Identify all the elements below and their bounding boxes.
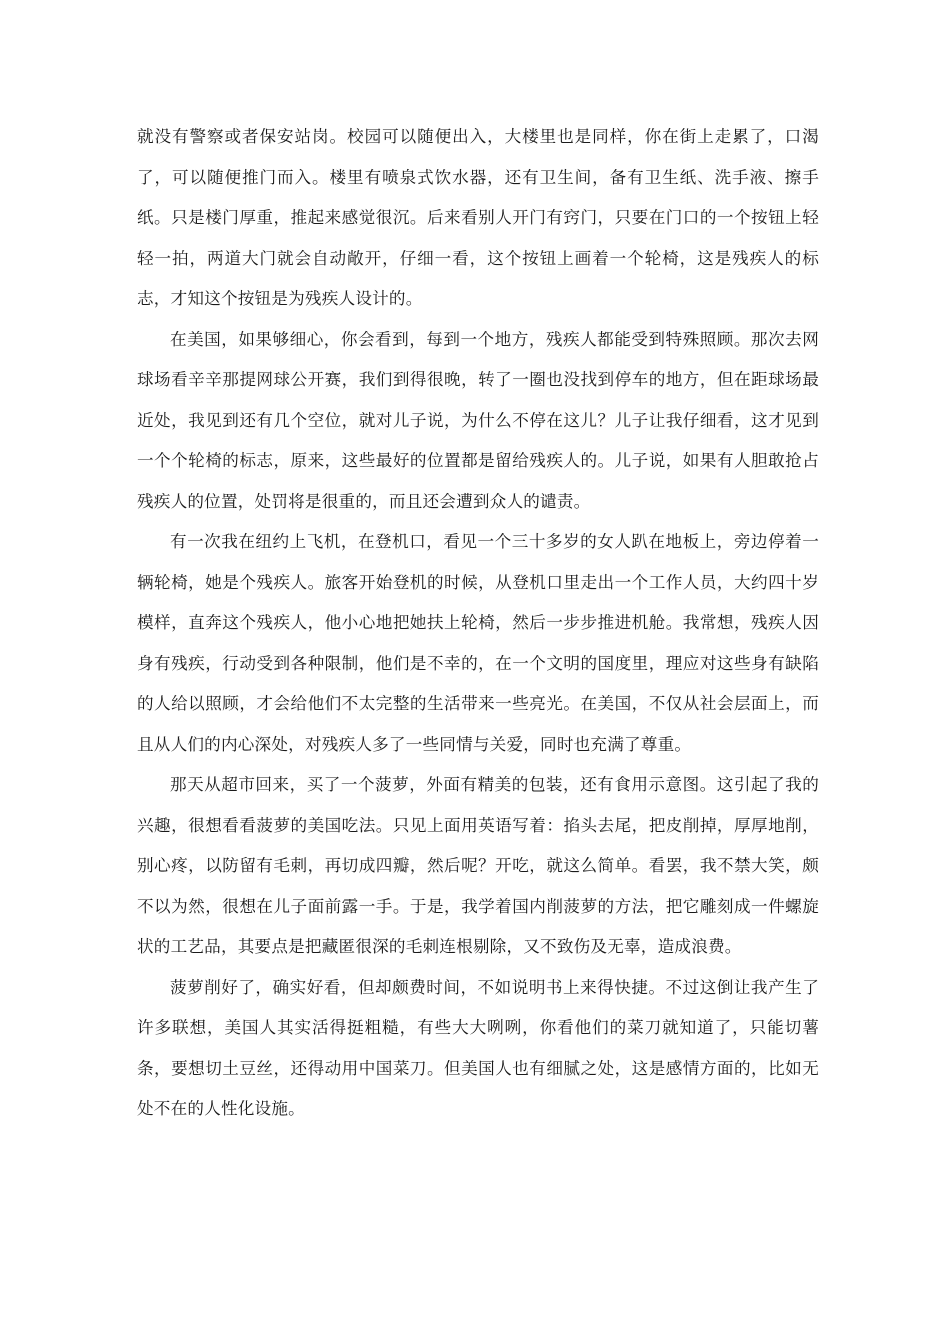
paragraph-1: 就没有警察或者保安站岗。校园可以随便出入，大楼里也是同样，你在街上走累了，口渴了，可以随便推门而入。楼里有喷泉式饮水器，还有卫生间，备有卫生纸、洗手液、擦手纸。只是楼门厚重，推起来感觉很沉。后来看别人开门有窍门，只要在门口的一个按钮上轻轻一拍，两道大门就会自动敞开，仔细一看，这个按钮上画着一个轮椅，这是残疾人的标志，才知这个按钮是为残疾人设计的。	[137, 127, 819, 308]
paragraph-3: 有一次我在纽约上飞机，在登机口，看见一个三十多岁的女人趴在地板上，旁边停着一辆轮椅，她是个残疾人。旅客开始登机的时候，从登机口里走出一个工作人员，大约四十岁模样，直奔这个残疾人，他小心地把她扶上轮椅，然后一步步推进机舱。我常想，残疾人因身有残疾，行动受到各种限制，他们是不幸的，在一个文明的国度里，理应对这些身有缺陷的人给以照顾，才会给他们不太完整的生活带来一些亮光。在美国，不仅从社会层面上，而且从人们的内心深处，对残疾人多了一些同情与关爱，同时也充满了尊重。	[137, 532, 819, 754]
paragraph-4: 那天从超市回来，买了一个菠萝，外面有精美的包装，还有食用示意图。这引起了我的兴趣，很想看看菠萝的美国吃法。只见上面用英语写着：掐头去尾，把皮削掉，厚厚地削，别心疼，以防留有毛刺，再切成四瓣，然后呢？开吃，就这么简单。看罢，我不禁大笑，颇不以为然，很想在儿子面前露一手。于是，我学着国内削菠萝的方法，把它雕刻成一件螺旋状的工艺品，其要点是把藏匿很深的毛刺连根剔除，又不致伤及无辜，造成浪费。	[137, 775, 819, 956]
document-body	[137, 117, 819, 1130]
paragraph-5: 菠萝削好了，确实好看，但却颇费时间，不如说明书上来得快捷。不过这倒让我产生了许多联想，美国人其实活得挺粗糙，有些大大咧咧，你看他们的菜刀就知道了，只能切薯条，要想切土豆丝，还得动用中国菜刀。但美国人也有细腻之处，这是感情方面的，比如无处不在的人性化设施。	[137, 977, 819, 1118]
paragraph-2: 在美国，如果够细心，你会看到，每到一个地方，残疾人都能受到特殊照顾。那次去网球场看辛辛那提网球公开赛，我们到得很晚，转了一圈也没找到停车的地方，但在距球场最近处，我见到还有几个空位，就对儿子说，为什么不停在这儿？儿子让我仔细看，这才见到一个个轮椅的标志，原来，这些最好的位置都是留给残疾人的。儿子说，如果有人胆敢抢占残疾人的位置，处罚将是很重的，而且还会遭到众人的谴责。	[137, 329, 819, 511]
